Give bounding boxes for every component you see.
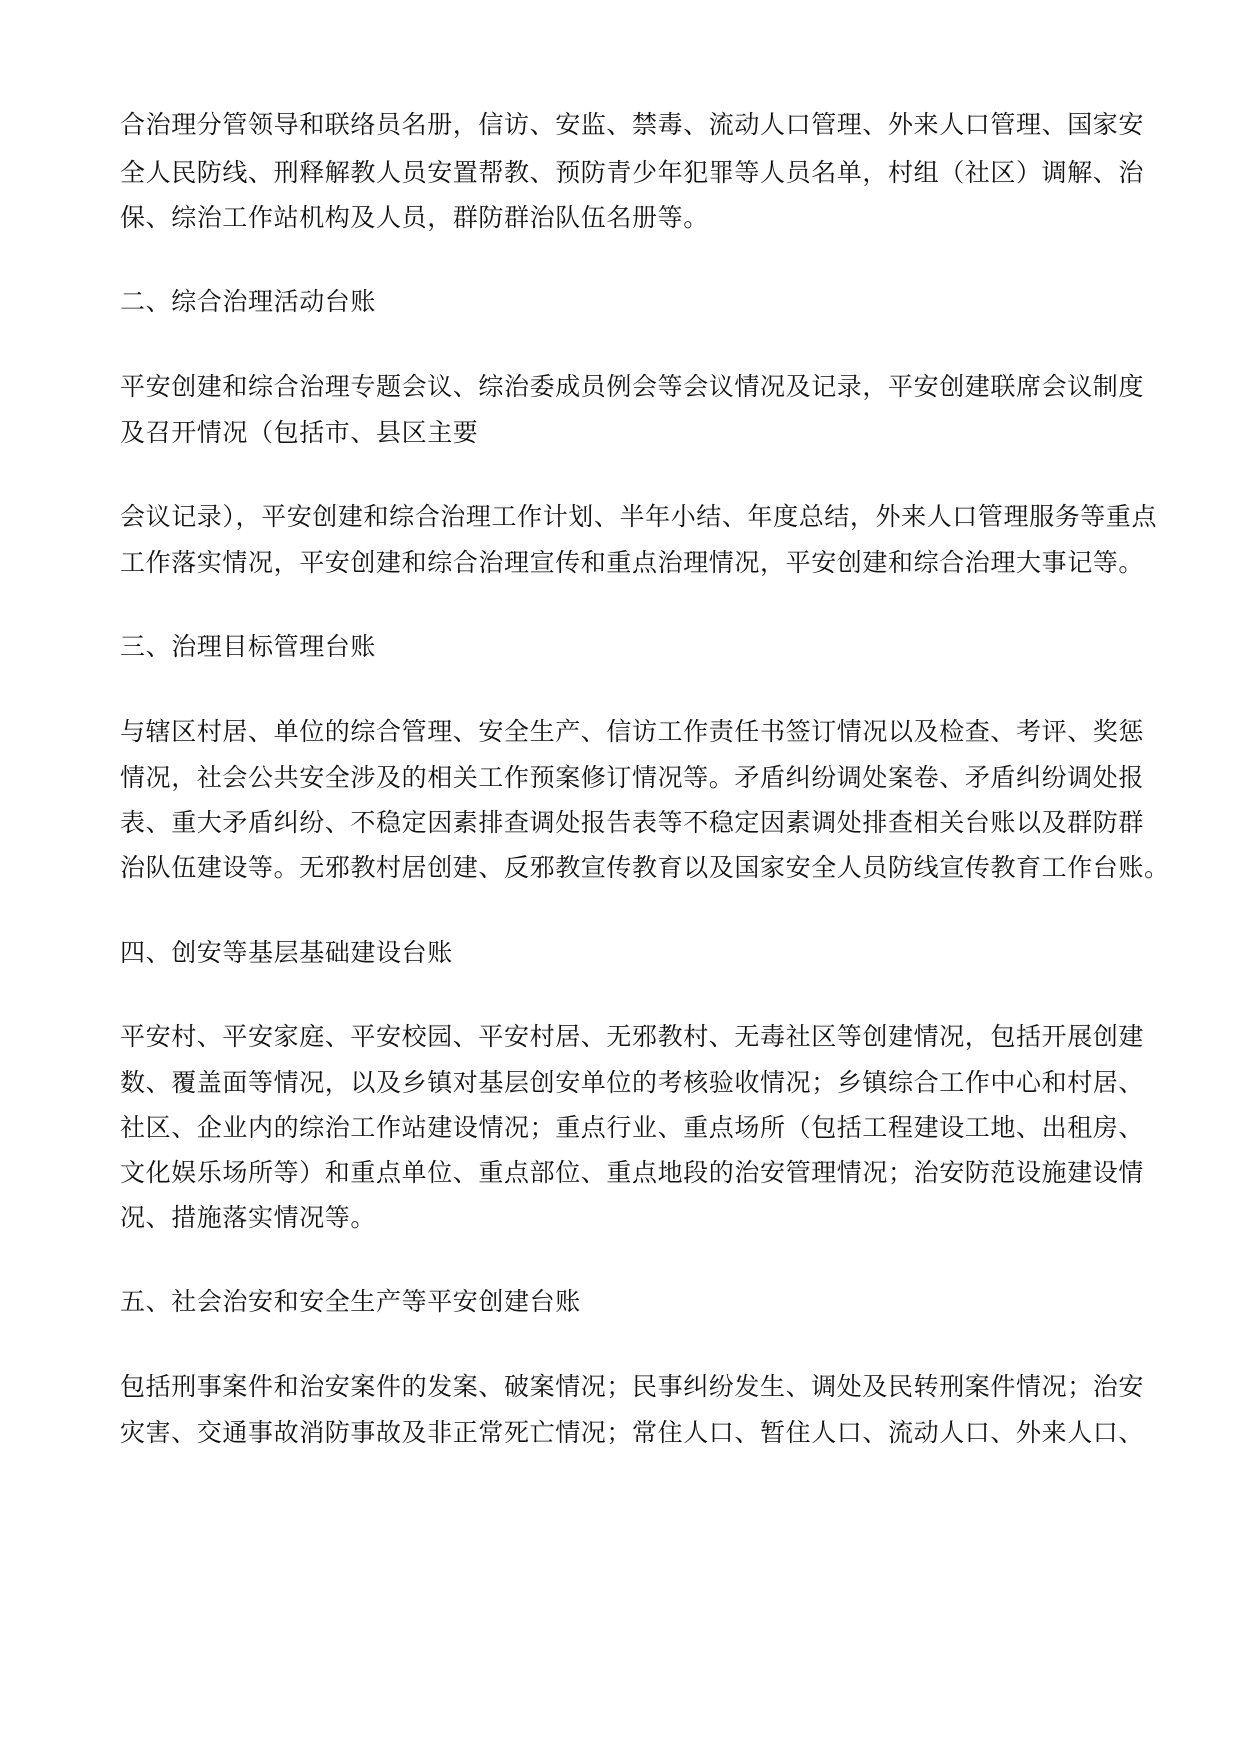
text-line: 保、综治工作站机构及人员，群防群治队伍名册等。 xyxy=(120,203,709,232)
section-heading-5: 五、社会治安和安全生产等平安创建台账 xyxy=(120,1287,581,1316)
text-line: 与辖区村居、单位的综合管理、安全生产、信访工作责任书签订情况以及检查、考评、奖惩 xyxy=(120,717,1145,746)
text-line: 平安创建和综合治理专题会议、综治委成员例会等会议情况及记录，平安创建联席会议制度 xyxy=(120,372,1145,401)
text-line: 包括刑事案件和治安案件的发案、破案情况；民事纠纷发生、调处及民转刑案件情况；治安 xyxy=(120,1372,1145,1401)
text-line: 社区、企业内的综治工作站建设情况；重点行业、重点场所（包括工程建设工地、出租房、 xyxy=(120,1113,1145,1142)
text-line: 工作落实情况，平安创建和综合治理宣传和重点治理情况，平安创建和综合治理大事记等。 xyxy=(120,548,1145,577)
text-line: 全人民防线、刑释解教人员安置帮教、预防青少年犯罪等人员名单，村组（社区）调解、治 xyxy=(120,158,1145,187)
section-heading-3: 三、治理目标管理台账 xyxy=(120,632,377,661)
section-heading-4: 四、创安等基层基础建设台账 xyxy=(120,938,453,967)
text-line: 表、重大矛盾纠纷、不稳定因素排查调处报告表等不稳定因素调处排查相关台账以及群防群 xyxy=(120,808,1145,837)
text-line: 文化娱乐场所等）和重点单位、重点部位、重点地段的治安管理情况；治安防范设施建设情 xyxy=(120,1158,1145,1187)
text-line: 况、措施落实情况等。 xyxy=(120,1203,377,1232)
text-line: 平安村、平安家庭、平安校园、平安村居、无邪教村、无毒社区等创建情况，包括开展创建 xyxy=(120,1022,1145,1051)
text-line: 治队伍建设等。无邪教村居创建、反邪教宣传教育以及国家安全人员防线宣传教育工作台账。 xyxy=(120,853,1170,882)
text-line: 会议记录），平安创建和综合治理工作计划、半年小结、年度总结，外来人口管理服务等重点 xyxy=(120,502,1158,531)
text-line: 合治理分管领导和联络员名册，信访、安监、禁毒、流动人口管理、外来人口管理、国家安 xyxy=(120,110,1145,139)
section-heading-2: 二、综合治理活动台账 xyxy=(120,287,377,316)
text-line: 灾害、交通事故消防事故及非正常死亡情况；常住人口、暂住人口、流动人口、外来人口、 xyxy=(120,1418,1145,1447)
text-line: 数、覆盖面等情况，以及乡镇对基层创安单位的考核验收情况；乡镇综合工作中心和村居、 xyxy=(120,1068,1145,1097)
text-line: 情况，社会公共安全涉及的相关工作预案修订情况等。矛盾纠纷调处案卷、矛盾纠纷调处报 xyxy=(120,763,1145,792)
text-line: 及召开情况（包括市、县区主要 xyxy=(120,418,479,447)
